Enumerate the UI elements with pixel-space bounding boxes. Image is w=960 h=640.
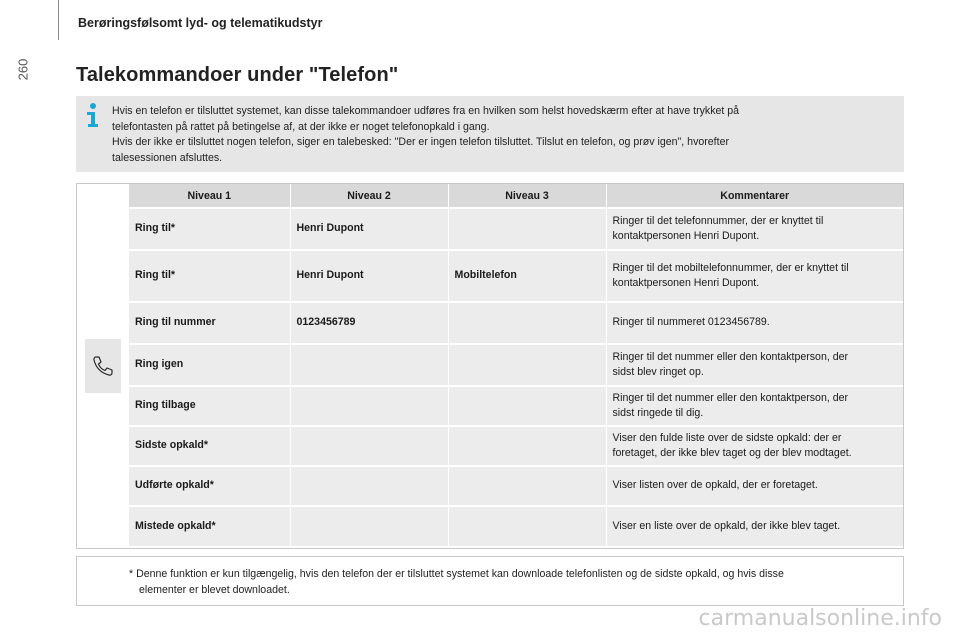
- comment-line-1: Ringer til nummeret 0123456789.: [612, 316, 770, 329]
- cell-niveau-3: [448, 426, 606, 466]
- header-niveau-3: Niveau 3: [448, 184, 606, 208]
- cell-niveau-2: 0123456789: [290, 302, 448, 344]
- info-line-1: Hvis en telefon er tilsluttet systemet, kan disse talekommandoer udføres fra en hvilken som helst hovedskærm efter at have trykket på: [112, 105, 740, 117]
- cell-niveau-1: Sidste opkald*: [129, 426, 290, 466]
- header-kommentarer: Kommentarer: [606, 184, 903, 208]
- cell-kommentar: [606, 208, 903, 250]
- table-row: [129, 386, 903, 426]
- cell-niveau-3: [448, 386, 606, 426]
- voice-commands-table-container: [76, 183, 904, 549]
- cell-kommentar: [606, 250, 903, 302]
- running-header: Berøringsfølsomt lyd- og telematikudstyr: [78, 16, 323, 30]
- cell-kommentar: [606, 302, 903, 344]
- cell-niveau-1: Mistede opkald*: [129, 506, 290, 546]
- cell-niveau-2: Henri Dupont: [290, 208, 448, 250]
- comment-line-1: Viser en liste over de opkald, der ikke blev taget.: [612, 519, 841, 532]
- table-row: [129, 344, 903, 386]
- info-line-3: Hvis der ikke er tilsluttet nogen telefon, siger en talebesked: "Der er ingen telefon tilsluttet. Tilslut en telefon, og prøv igen", hvorefter: [112, 136, 729, 148]
- cell-niveau-2: [290, 466, 448, 506]
- phone-icon-box: [85, 339, 121, 393]
- cell-niveau-1: Ring til*: [129, 208, 290, 250]
- comment-line-1: Viser listen over de opkald, der er foretaget.: [612, 479, 818, 492]
- voice-commands-table: [129, 184, 903, 546]
- page-number: 260: [15, 58, 31, 81]
- footnote-line-1: * Denne funktion er kun tilgængelig, hvis den telefon der er tilsluttet systemet kan downloade telefonlisten og de sidste opkald, og hvis disse: [129, 568, 784, 580]
- cell-niveau-1: Ring tilbage: [129, 386, 290, 426]
- cell-niveau-3: [448, 302, 606, 344]
- comment-line-1: Ringer til det nummer eller den kontaktperson, der: [612, 350, 849, 363]
- table-row: [129, 426, 903, 466]
- table-row: [129, 208, 903, 250]
- watermark: carmanualsonline.info: [698, 606, 942, 631]
- comment-line-1: Ringer til det telefonnummer, der er knyttet til: [612, 214, 824, 227]
- comment-line-1: Ringer til det nummer eller den kontaktperson, der: [612, 391, 849, 404]
- cell-niveau-2: [290, 386, 448, 426]
- cell-niveau-1: Ring igen: [129, 344, 290, 386]
- comment-line-2: sidst ringede til dig.: [612, 407, 704, 419]
- comment-line-2: kontaktpersonen Henri Dupont.: [612, 277, 760, 289]
- section-title: Talekommandoer under "Telefon": [76, 64, 399, 86]
- cell-niveau-1: Ring til*: [129, 250, 290, 302]
- footnote-line-2: elementer er blevet downloadet.: [139, 583, 290, 596]
- cell-niveau-2: [290, 426, 448, 466]
- comment-line-1: Viser den fulde liste over de sidste opkald: der er: [612, 431, 842, 444]
- info-line-4: talesessionen afsluttes.: [112, 151, 223, 164]
- cell-niveau-2: [290, 344, 448, 386]
- header-niveau-1: Niveau 1: [129, 184, 290, 208]
- cell-niveau-3: Mobiltelefon: [448, 250, 606, 302]
- phone-handset-icon: [91, 354, 115, 378]
- table-row: [129, 250, 903, 302]
- table-row: [129, 302, 903, 344]
- footnote: [129, 567, 899, 598]
- info-line-2: telefontasten på rattet på betingelse af, at der ikke er noget telefonopkald i gang.: [112, 120, 490, 133]
- cell-kommentar: [606, 466, 903, 506]
- info-text: [112, 104, 892, 166]
- cell-niveau-1: Udførte opkald*: [129, 466, 290, 506]
- cell-niveau-3: [448, 344, 606, 386]
- info-icon: [84, 102, 102, 128]
- comment-line-1: Ringer til det mobiltelefonnummer, der er knyttet til: [612, 261, 849, 274]
- comment-line-2: foretaget, der ikke blev taget og der blev modtaget.: [612, 447, 852, 459]
- cell-kommentar: [606, 426, 903, 466]
- table-header-row: [129, 184, 903, 208]
- table-row: [129, 466, 903, 506]
- cell-niveau-1: Ring til nummer: [129, 302, 290, 344]
- comment-line-2: sidst blev ringet op.: [612, 366, 704, 378]
- footnote-box: [76, 556, 904, 606]
- info-box: [76, 96, 904, 172]
- cell-niveau-3: [448, 506, 606, 546]
- phone-column: [77, 184, 129, 548]
- cell-niveau-2: [290, 506, 448, 546]
- table-row: [129, 506, 903, 546]
- cell-niveau-3: [448, 466, 606, 506]
- header-niveau-2: Niveau 2: [290, 184, 448, 208]
- cell-kommentar: [606, 344, 903, 386]
- comment-line-2: kontaktpersonen Henri Dupont.: [612, 230, 760, 242]
- cell-kommentar: [606, 386, 903, 426]
- side-rule: [58, 0, 59, 40]
- cell-niveau-3: [448, 208, 606, 250]
- cell-kommentar: [606, 506, 903, 546]
- cell-niveau-2: Henri Dupont: [290, 250, 448, 302]
